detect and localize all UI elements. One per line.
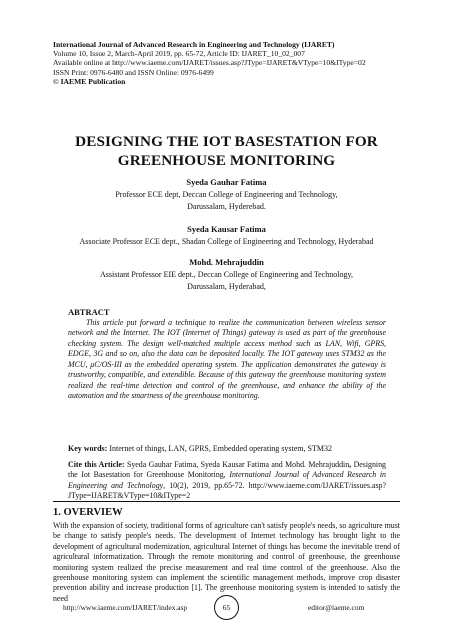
author-block-1 — [0, 176, 453, 214]
section-divider — [53, 501, 400, 502]
cite-journal: International Journal of Advanced Research in Engineering and Technology — [68, 470, 386, 490]
author-block-2 — [0, 223, 453, 248]
author-affiliation: Professor ECE dept, Deccan College of Engineering and Technology, — [115, 189, 338, 199]
author-name: Mohd. Mehrajuddin — [189, 257, 264, 267]
footer-url[interactable]: http://www.iaeme.com/IJARET/index.asp — [63, 603, 188, 612]
journal-issn: ISSN Print: 0976-6480 and ISSN Online: 0976-6499 — [53, 67, 214, 77]
cite-block — [68, 460, 386, 502]
keywords-text: Internet of things, LAN, GPRS, Embedded operating system, STM32 — [107, 444, 332, 453]
keywords — [68, 444, 386, 455]
cite-title: Designing the Iot Basestation for Greenhouse Monitoring, — [68, 460, 387, 480]
paper-title-line1: DESIGNING THE IOT BASESTATION FOR — [75, 133, 378, 150]
paper-title — [30, 132, 423, 170]
journal-publisher: © IAEME Publication — [53, 76, 126, 86]
author-block-3 — [0, 256, 453, 294]
author-affiliation: Darussalam, Hyderebad. — [187, 202, 266, 211]
author-affiliation: Associate Professor ECE dept., Shadan College of Engineering and Technology, Hyderabad — [79, 236, 374, 246]
author-name: Syeda Gauhar Fatima — [186, 177, 267, 187]
paper-title-line2: GREENHOUSE MONITORING — [117, 152, 336, 169]
journal-volume: Volume 10, Issue 2, March-April 2019, pp. 65-72, Article ID: IJARET_10_02_007 — [53, 49, 305, 59]
page-number: 65 — [214, 595, 239, 620]
abstract-body: This article put forward a technique to realize the communication between wireless sensor network and the Internet. The IOT (Internet of Things) gateway is used as part of the greenhouse checking system. The design well-matched multiple access method such as LAN, Wifi, GPRS, EDGE, 3G and so on, also the data can be deposited locally. The IOT gateway uses STM32 as the MCU, μC/OS-III as the embedded operating system. The application demonstrates the gateway is trustworthy, compatible, and extendible. Because of this gateway the greenhouse monitoring system realized the real-time detection and control of the greenhouse, and enhance the ability of the automation and the smartness of the greenhouse monitoring. — [68, 318, 386, 401]
cite-comma: , — [349, 460, 352, 469]
cite-authors: Syeda Gauhar Fatima, Syeda Kausar Fatima and Mohd. Mehrajuddin — [124, 460, 350, 469]
author-affiliation: Assistant Professor EIE dept., Deccan College of Engineering and Technology, — [100, 269, 353, 279]
section-heading: 1. OVERVIEW — [53, 507, 123, 518]
author-affiliation: Darussalam, Hyderabad, — [187, 282, 266, 291]
section-body: With the expansion of society, traditional forms of agriculture can't satisfy people's needs, so agriculture must be change to satisfy people's needs. The development of Internet technology has brought light to the development of agricultural modernization, agricultural Internet of things has become the inevitable trend of agricultural informatization. Through the remote monitoring and control of greenhouse, the greenhouse monitoring system realized the precise measurement and real time control of the greenhouse. Also the greenhouse monitoring system can implement the scientific management methods, improve crop disaster prevention ability and increase production [1]. The greenhouse monitoring system is intended to satisfy the need — [53, 521, 400, 603]
abstract-heading: ABTRACT — [68, 307, 110, 317]
journal-title: International Journal of Advanced Research in Engineering and Technology (IJARET) — [53, 40, 335, 49]
keywords-label: Key words: — [68, 444, 108, 453]
footer-email[interactable]: editor@iaeme.com — [308, 603, 365, 612]
author-name: Syeda Kausar Fatima — [187, 224, 266, 234]
cite-label: Cite this Article: — [68, 460, 125, 469]
cite-volume: , 10(2), 2019, pp.65-72. — [163, 480, 245, 490]
journal-available: Available online at http://www.iaeme.com/IJARET/issues.asp?JType=IJARET&VType=10&IType=02 — [53, 58, 366, 68]
journal-header — [53, 40, 413, 86]
cite-url[interactable]: http://www.iaeme.com/IJARET/issues.asp?JType=IJARET&VType=10&IType=2 — [68, 480, 386, 501]
